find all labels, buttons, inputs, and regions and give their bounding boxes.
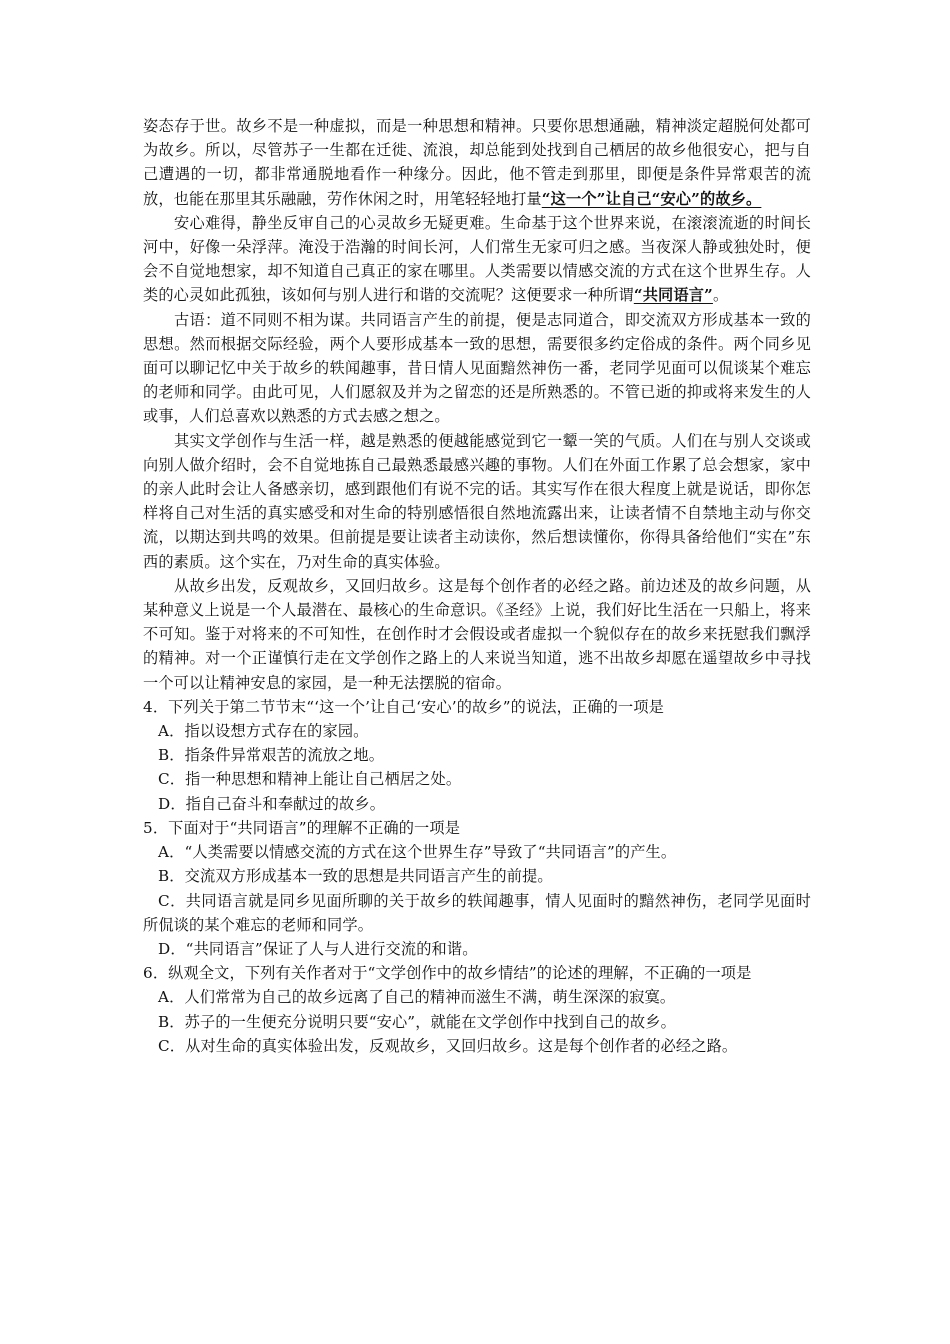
paragraph-4: 其实文学创作与生活一样，越是熟悉的便越能感觉到它一颦一笑的气质。人们在与别人交谈或向别人做介绍时，会不自觉地拣自己最熟悉最感兴趣的事物。人们在外面工作累了总会想家，家中的亲人此时会让人备感亲切，感到跟他们有说不完的话。其实写作在很大程度上就是说话，即你怎样将自己对生活的真实感受和对生命的特别感悟很自然地流露出来，让读者情不自禁地主动与你交流，以期达到共鸣的效果。但前提是要让读者主动读你，然后想读懂你，你得具备给他们“实在”东西的素质。这个实在，乃对生命的真实体验。 (143, 431, 811, 571)
question-6-stem: 6．纵观全文，下列有关作者对于“文学创作中的故乡情结”的论述的理解，不正确的一项是 (143, 964, 752, 983)
emphasis-gongtong-yuyan: “共同语言” (633, 286, 713, 305)
question-5-option-b: B．交流双方形成基本一致的思想是共同语言产生的前提。 (158, 867, 553, 886)
paragraph-2-tail: 。 (712, 286, 729, 305)
paragraph-1-text: 姿态存于世。故乡不是一种虚拟，而是一种思想和精神。只要你思想通融，精神淡定超脱何处都可为故乡。所以，尽管苏子一生都在迁徙、流浪，却总能到处找到自己栖居的故乡他很安心，把与自己遭遇的一切，都非常通脱地看作一种缘分。因此，他不管走到那里，即便是条件异常艰苦的流放，也能在那里其乐融融，劳作休闲之时，用笔轻轻地打量 (143, 117, 811, 208)
emphasis-anxin-guxiang: “这一个”让自己“安心”的故乡。 (541, 189, 762, 208)
question-6-option-a: A．人们常常为自己的故乡远离了自己的精神而滋生不满，萌生深深的寂寞。 (158, 988, 676, 1007)
question-5-stem: 5．下面对于“共同语言”的理解不正确的一项是 (143, 818, 461, 837)
paragraph-1 (143, 114, 811, 211)
question-6-option-b: B．苏子的一生便充分说明只要“安心”，就能在文学创作中找到自己的故乡。 (158, 1012, 676, 1031)
question-4-option-a: A．指以设想方式存在的家园。 (158, 722, 369, 741)
question-4-stem: 4．下列关于第二节节末“‘这一个’让自己‘安心’的故乡”的说法，正确的一项是 (143, 697, 665, 716)
paragraph-5: 从故乡出发，反观故乡，又回归故乡。这是每个创作者的必经之路。前边述及的故乡问题，从某种意义上说是一个人最潜在、最核心的生命意识。《圣经》上说，我们好比生活在一只船上，将来不可知。鉴于对将来的不可知性，在创作时才会假设或者虚拟一个貌似存在的故乡来抚慰我们飘浮的精神。对一个正谨慎行走在文学创作之路上的人来说当知道，逃不出故乡却愿在遥望故乡中寻找一个可以让精神安息的家园，是一种无法摆脱的宿命。 (143, 576, 811, 692)
document-page (143, 114, 811, 1058)
question-6-option-c: C．从对生命的真实体验出发，反观故乡，又回归故乡。这是每个创作者的必经之路。 (158, 1036, 738, 1055)
paragraph-3: 古语：道不同则不相为谋。共同语言产生的前提，便是志同道合，即交流双方形成基本一致的思想。然而根据交际经验，两个人要形成基本一致的思想，需要很多约定俗成的条件。两个同乡见面可以聊记忆中关于故乡的轶闻趣事，昔日情人见面黯然神伤一番，老同学见面可以侃谈某个难忘的老师和同学。由此可见，人们愿叙及并为之留恋的还是所熟悉的。不管已逝的抑或将来发生的人或事，人们总喜欢以熟悉的方式去感之想之。 (143, 310, 811, 426)
question-4-option-c: C．指一种思想和精神上能让自己栖居之处。 (158, 770, 462, 789)
question-4-option-d: D．指自己奋斗和奉献过的故乡。 (158, 794, 386, 813)
paragraph-2 (143, 211, 811, 308)
paragraph-2-text: 安心难得，静坐反审自己的心灵故乡无疑更难。生命基于这个世界来说，在滚滚流逝的时间长河中，好像一朵浮萍。淹没于浩瀚的时间长河，人们常生无家可归之感。当夜深人静或独处时，便会不自觉地想家，却不知道自己真正的家在哪里。人类需要以情感交流的方式在这个世界生存。人类的心灵如此孤独，该如何与别人进行和谐的交流呢？这便要求一种所谓 (143, 213, 811, 305)
question-4-option-b: B．指条件异常艰苦的流放之地。 (158, 746, 385, 765)
question-5-option-d: D．“共同语言”保证了人与人进行交流的和谐。 (158, 939, 478, 958)
question-5-option-a: A．“人类需要以情感交流的方式在这个世界生存”导致了“共同语言”的产生。 (158, 843, 677, 862)
question-5-option-c: C．共同语言就是同乡见面所聊的关于故乡的轶闻趣事，情人见面时的黯然神伤，老同学见面时所侃谈的某个难忘的老师和同学。 (143, 891, 811, 934)
